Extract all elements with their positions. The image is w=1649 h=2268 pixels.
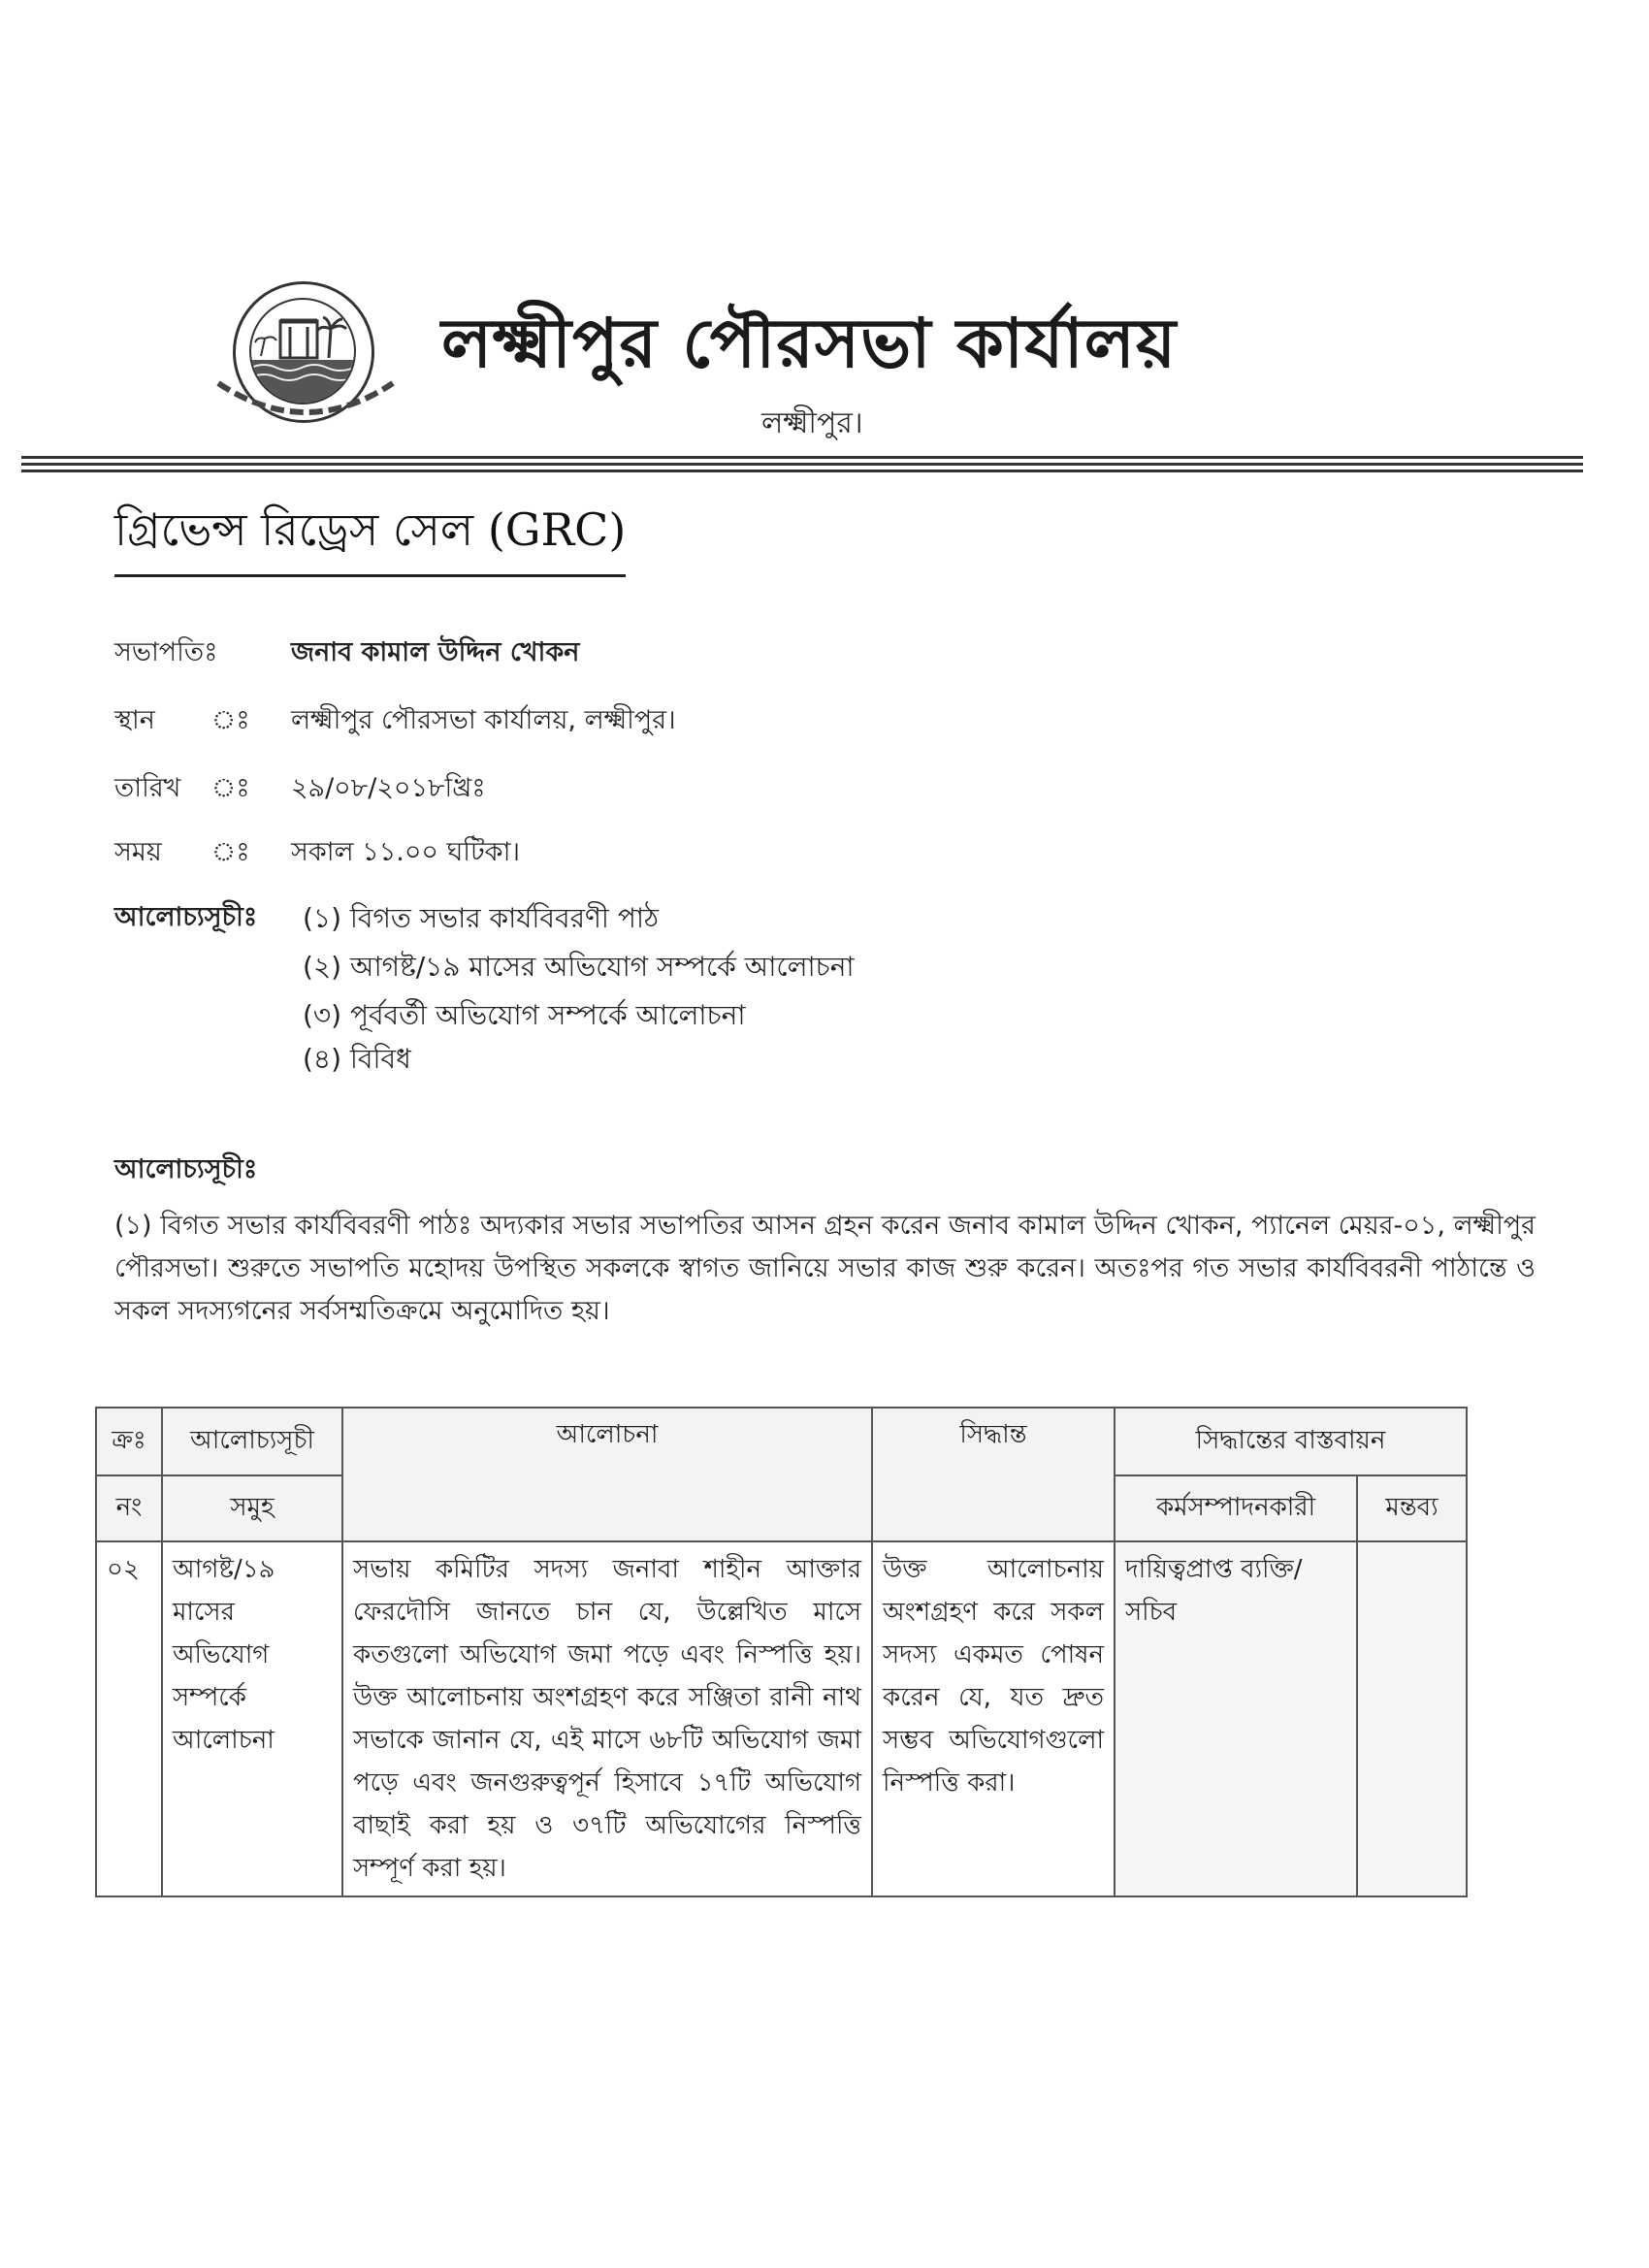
header-rule-top: [21, 456, 1583, 459]
row-agenda: [162, 1541, 342, 1896]
row-remarks: [1357, 1541, 1467, 1896]
date-colon: ঃ: [211, 773, 250, 803]
time-value: সকাল ১১.০০ ঘটিকা।: [291, 837, 521, 867]
discussion-heading: আলোচ্যসূচীঃ: [114, 1154, 258, 1184]
header-discussion: আলোচনা: [342, 1408, 872, 1541]
row-serial: [96, 1541, 162, 1896]
agenda-item: (৩) পূর্ববর্তী অভিযোগ সম্পর্কে আলোচনা: [303, 999, 746, 1031]
time-label: সময়: [114, 837, 162, 867]
chair-label: সভাপতিঃ: [114, 637, 218, 667]
minutes-table: [95, 1407, 1468, 1897]
date-value: ২৯/০৮/২০১৮খ্রিঃ: [291, 773, 486, 803]
row-implementer: [1115, 1541, 1357, 1896]
office-title: লক্ষ্মীপুর পৌরসভা কার্যালয়: [441, 304, 1178, 383]
row-discussion-text: সভায় কমিটির সদস্য জনাবা শাহীন আক্তার ফেরদৌসি জানতে চান যে, উল্লেখিত মাসে কতগুলো অভিযোগ জমা পড়ে এবং নিস্পত্তি হয়। উক্ত আলোচনায় অংশগ্রহণ করে সঞ্জিতা রানী নাথ সভাকে জানান যে, এই মাসে ৬৮টি অভিযোগ জমা পড়ে এবং জনগুরুত্বপূর্ন হিসাবে ১৭টি অভিযোগ বাছাই করা হয় ও ৩৭টি অভিযোগের নিস্পত্তি সম্পূর্ণ করা হয়।: [353, 1555, 861, 1883]
header-serial-top: ক্রঃ: [96, 1408, 162, 1475]
agenda-item: (২) আগষ্ট/১৯ মাসের অভিযোগ সম্পর্কে আলোচনা: [303, 951, 855, 983]
header-agenda-top: আলোচ্যসূচী: [162, 1408, 342, 1475]
header-implementation: সিদ্ধান্তের বাস্তবায়ন: [1115, 1408, 1467, 1475]
header-implementer: কর্মসম্পাদনকারী: [1115, 1475, 1357, 1541]
header-decision: সিদ্ধান্ত: [872, 1408, 1115, 1541]
table-row: [96, 1541, 1467, 1896]
place-colon: ঃ: [211, 705, 250, 735]
header-rule-middle: [21, 463, 1583, 466]
place-value: লক্ষ্মীপুর পৌরসভা কার্যালয়, লক্ষ্মীপুর।: [291, 705, 676, 735]
row-implementer-text: দায়িত্বপ্রাপ্ত ব্যক্তি/ সচিব: [1125, 1555, 1303, 1627]
row-decision-text: উক্ত আলোচনায় অংশগ্রহণ করে সকল সদস্য একমত পোষন করেন যে, যত দ্রুত সম্ভব অভিযোগগুলো নিস্পত্তি করা।: [883, 1555, 1104, 1798]
agenda-item: (৪) বিবিধ: [303, 1043, 411, 1075]
row-agenda-text: আগষ্ট/১৯ মাসের অভিযোগ সম্পর্কে আলোচনা: [173, 1555, 275, 1755]
row-decision: [872, 1541, 1115, 1896]
row-discussion: [342, 1541, 872, 1896]
agenda-label: আলোচ্যসূচীঃ: [114, 902, 258, 932]
time-colon: ঃ: [211, 837, 250, 867]
date-label: তারিখ: [114, 773, 181, 803]
cell-heading: গ্রিভেন্স রিড্রেস সেল (GRC): [114, 497, 626, 577]
chair-value: জনাব কামাল উদ্দিন খোকন: [291, 637, 580, 667]
header-rule-bottom: [21, 470, 1583, 472]
office-place: লক্ষ্মীপুর।: [761, 406, 863, 440]
agenda-item: (১) বিগত সভার কার্যবিবরণী পাঠ: [303, 902, 659, 934]
seal-arc-lettering: [209, 373, 403, 432]
row-serial-text: ০২: [107, 1555, 140, 1584]
header-remarks: মন্তব্য: [1357, 1475, 1467, 1541]
discussion-paragraph: (১) বিগত সভার কার্যবিবরণী পাঠঃ অদ্যকার সভার সভাপতির আসন গ্রহন করেন জনাব কামাল উদ্দিন খোকন, প্যানেল মেয়র-০১, লক্ষ্মীপুর পৌরসভা। শুরুতে সভাপতি মহোদয় উপস্থিত সকলকে স্বাগত জানিয়ে সভার কাজ শুরু করেন। অতঃপর গত সভার কার্যবিবরনী পাঠান্তে ও সকল সদস্যগনের সর্বসম্মতিক্রমে অনুমোদিত হয়।: [114, 1211, 1536, 1326]
place-label: স্থান: [114, 705, 155, 735]
header-agenda-bottom: সমুহ: [162, 1475, 342, 1541]
header-serial-bottom: নং: [96, 1475, 162, 1541]
